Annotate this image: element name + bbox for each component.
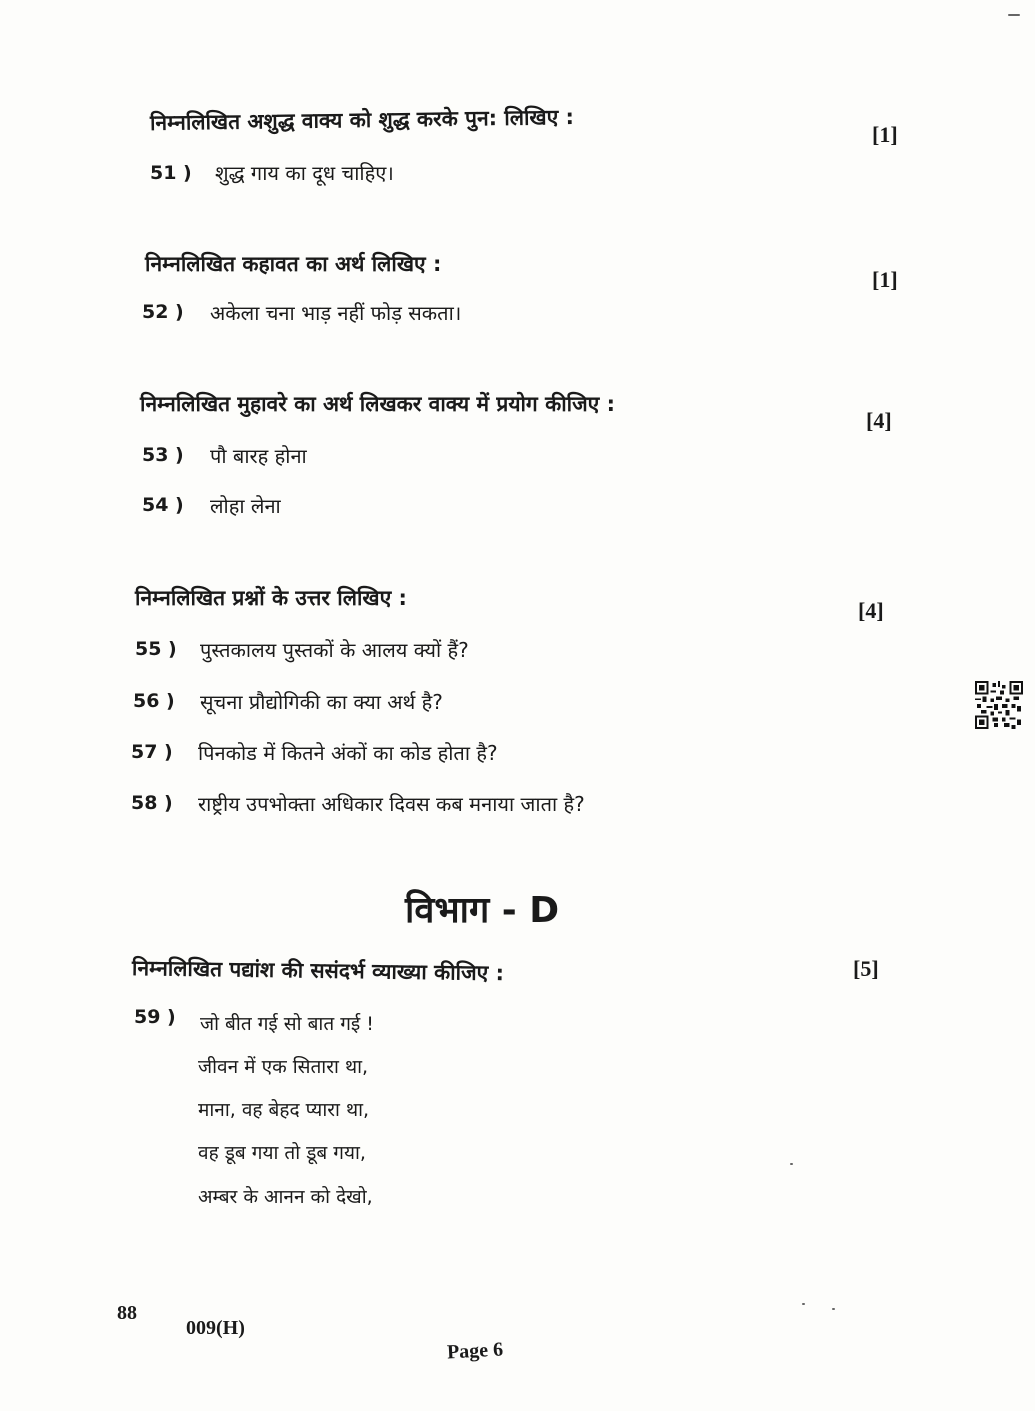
question-text-58: राष्ट्रीय उपभोक्ता अधिकार दिवस कब मनाया जाता है?: [198, 792, 585, 816]
question-number-59: 59 ): [134, 1006, 176, 1028]
poem-line: जीवन में एक सितारा था,: [198, 1056, 369, 1078]
question-text-57: पिनकोड में कितने अंकों का कोड होता है?: [198, 741, 498, 765]
paper-code: 009(H): [186, 1317, 245, 1339]
marks-section-2: [1]: [872, 267, 898, 292]
question-text-51: शुद्ध गाय का दूध चाहिए।: [215, 161, 394, 185]
question-text-52: अकेला चना भाड़ नहीं फोड़ सकता।: [210, 301, 462, 325]
marks-section-4: [4]: [858, 598, 884, 623]
instruction-proverb: निम्नलिखित कहावत का अर्थ लिखिए :: [145, 252, 442, 276]
question-number-56: 56 ): [133, 690, 175, 712]
question-text-53: पौ बारह होना: [210, 444, 307, 468]
question-number-52: 52 ): [142, 301, 184, 323]
poem-line: माना, वह बेहद प्यारा था,: [198, 1099, 370, 1121]
question-text-54: लोहा लेना: [210, 494, 281, 518]
question-number-58: 58 ): [131, 792, 173, 814]
page-label: Page 6: [446, 1338, 504, 1364]
poem-line: अम्बर के आनन को देखो,: [198, 1186, 373, 1208]
scan-mark: [832, 1308, 835, 1310]
scan-mark: [1008, 14, 1020, 16]
marks-section-3: [4]: [866, 408, 892, 433]
question-number-53: 53 ): [142, 444, 184, 466]
question-number-57: 57 ): [131, 741, 173, 763]
question-number-55: 55 ): [135, 638, 177, 660]
question-text-56: सूचना प्रौद्योगिकी का क्या अर्थ है?: [200, 690, 443, 714]
scan-mark: [802, 1303, 805, 1305]
instruction-correct-sentence: निम्नलिखित अशुद्ध वाक्य को शुद्ध करके पुन: लिखिए :: [149, 105, 575, 135]
section-heading: विभाग - D: [405, 890, 560, 931]
question-number-51: 51 ): [150, 162, 192, 184]
qr-code-icon: [975, 681, 1023, 729]
instruction-questions: निम्नलिखित प्रश्नों के उत्तर लिखिए :: [135, 586, 407, 610]
page-number-left: 88: [117, 1302, 137, 1324]
instruction-poem: निम्नलिखित पद्यांश की ससंदर्भ व्याख्या कीजिए :: [131, 956, 505, 986]
marks-section-d: [5]: [853, 956, 879, 981]
marks-section-1: [1]: [872, 122, 898, 147]
question-number-54: 54 ): [142, 494, 184, 516]
poem-line: वह डूब गया तो डूब गया,: [198, 1142, 366, 1164]
scan-mark: [790, 1163, 793, 1165]
poem-line: जो बीत गई सो बात गई !: [200, 1013, 374, 1035]
instruction-idiom: निम्नलिखित मुहावरे का अर्थ लिखकर वाक्य में प्रयोग कीजिए :: [140, 392, 615, 416]
question-text-55: पुस्तकालय पुस्तकों के आलय क्यों हैं?: [200, 638, 469, 662]
